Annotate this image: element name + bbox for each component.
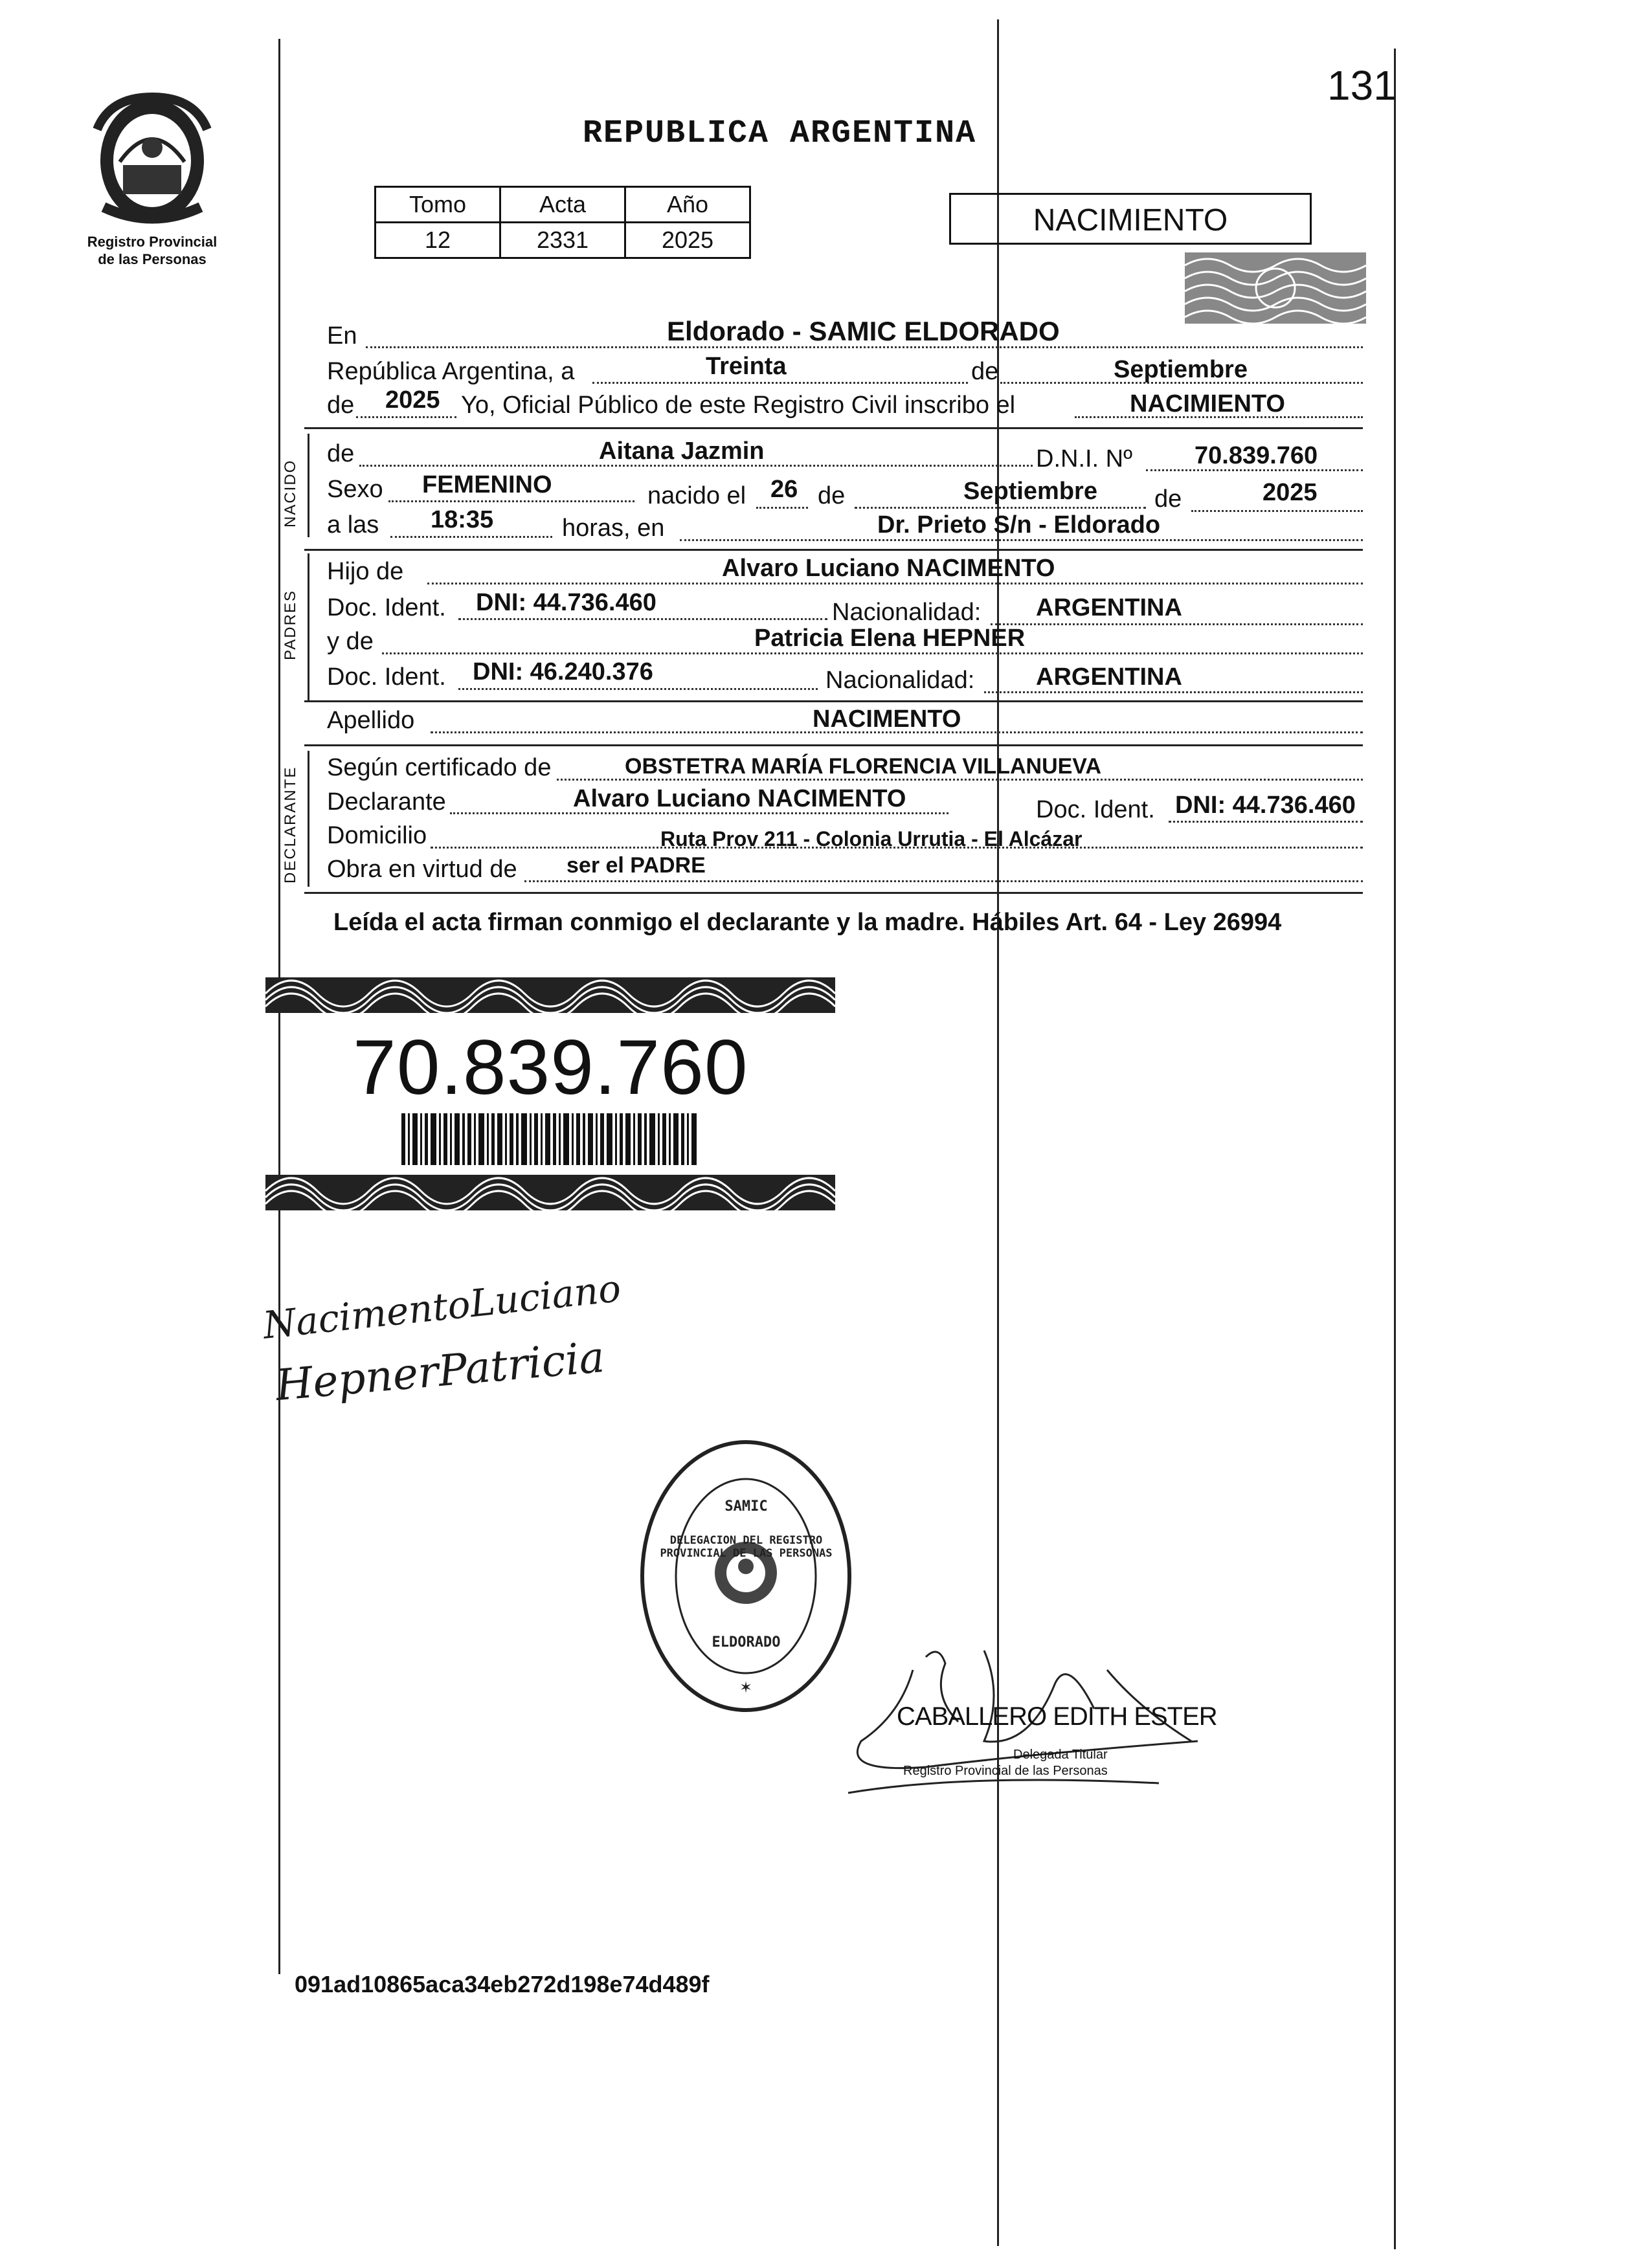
date-de2: de [327, 392, 355, 419]
svg-text:✶: ✶ [739, 1678, 753, 1696]
dotted-leader [680, 539, 1363, 541]
seal-inner-bottom-text: ELDORADO [712, 1634, 781, 1651]
date-year: 2025 [385, 386, 440, 414]
section-bar [308, 553, 309, 702]
hijo-de-label: Hijo de [327, 558, 404, 585]
mother-name: Patricia Elena HEPNER [754, 625, 1026, 652]
declarante-section-label: DECLARANTE [282, 766, 299, 884]
father-signature-text: NacimentoLuciano [260, 1266, 623, 1348]
date-de1: de [971, 358, 999, 385]
nacido-section-label: NACIDO [282, 459, 299, 528]
dotted-leader [390, 536, 552, 538]
obra-label: Obra en virtud de [327, 856, 517, 883]
birth-time: 18:35 [431, 506, 494, 533]
dotted-leader [756, 507, 808, 509]
dotted-leader [1169, 821, 1363, 823]
nacido-de1: de [818, 482, 846, 509]
birth-day: 26 [770, 476, 798, 503]
seal-inner-top-text: SAMIC [724, 1498, 768, 1515]
child-name: Aitana Jazmin [599, 438, 765, 465]
mother-signature [274, 1332, 607, 1410]
province-coat-of-arms-logo [84, 91, 220, 233]
dotted-leader [855, 507, 1146, 509]
top-guilloche-band [265, 977, 835, 1013]
domicilio-value: Ruta Prov 211 - Colonia Urrutia - El Alcázar [660, 827, 1083, 850]
certificado-value: OBSTETRA MARÍA FLORENCIA VILLANUEVA [625, 754, 1102, 779]
date-record-type: NACIMIENTO [1130, 390, 1285, 417]
logo-caption-line1: Registro Provincial [87, 234, 218, 250]
birth-place: Dr. Prieto S/n - Eldorado [877, 511, 1161, 539]
apellido-value: NACIMENTO [813, 706, 961, 733]
segun-label: Según certificado de [327, 754, 552, 781]
declarante-doc-label: Doc. Ident. [1036, 796, 1155, 823]
father-nat-label: Nacionalidad: [832, 599, 982, 626]
father-doc-label: Doc. Ident. [327, 594, 446, 621]
obra-value: ser el PADRE [567, 853, 706, 878]
section-bar [308, 751, 309, 887]
closing-statement: Leída el acta firman conmigo el declarante y la madre. Hábiles Art. 64 - Ley 26994 [333, 909, 1282, 936]
acta-label: Acta [500, 187, 625, 223]
seal-outer-text: DELEGACION DEL REGISTRO PROVINCIAL DE LAS PERSONAS [660, 1534, 833, 1560]
horas-label: horas, en [562, 515, 665, 542]
dni-label: D.N.I. Nº [1036, 445, 1132, 472]
birth-year: 2025 [1262, 479, 1318, 506]
place-value: Eldorado - SAMIC ELDORADO [667, 316, 1060, 346]
dotted-leader [592, 382, 968, 384]
bottom-guilloche-band [265, 1175, 835, 1210]
mother-doc-label: Doc. Ident. [327, 663, 446, 691]
date-day: Treinta [706, 353, 787, 380]
official-office: Registro Provincial de las Personas [903, 1764, 1108, 1778]
date-label: República Argentina, a [327, 358, 575, 385]
anio-value: 2025 [625, 223, 750, 258]
official-name: CABALLERO EDITH ESTER [897, 1702, 1217, 1731]
dotted-leader [458, 618, 827, 620]
nacido-de2: de [1154, 485, 1182, 513]
rule [304, 427, 1363, 429]
father-nationality: ARGENTINA [1036, 594, 1182, 621]
place-label: En [327, 322, 357, 350]
document-hash: 091ad10865aca34eb272d198e74d489f [295, 1971, 710, 1997]
declarante-label: Declarante [327, 788, 446, 816]
child-sexo: FEMENINO [422, 471, 552, 498]
date-month: Septiembre [1114, 356, 1248, 383]
acta-value: 2331 [500, 223, 625, 258]
dni-barcode [401, 1113, 699, 1165]
right-margin-line [1394, 49, 1396, 2249]
tomo-label: Tomo [376, 187, 500, 223]
dotted-leader [388, 500, 634, 502]
rule [304, 744, 1363, 746]
apellido-label: Apellido [327, 707, 415, 734]
rule [304, 549, 1363, 551]
security-guilloche-pattern [1185, 252, 1366, 324]
tomo-value: 12 [376, 223, 500, 258]
time-label: a las [327, 511, 379, 539]
padres-section-label: PADRES [282, 590, 299, 660]
nacido-de-label: de [327, 440, 355, 467]
record-type-box: NACIMIENTO [949, 193, 1312, 245]
dotted-leader [524, 880, 1363, 882]
child-dni: 70.839.760 [1195, 442, 1318, 469]
y-de-label: y de [327, 628, 374, 655]
anio-label: Año [625, 187, 750, 223]
nacido-el-label: nacido el [647, 482, 746, 509]
dotted-leader [1191, 510, 1363, 512]
sexo-label: Sexo [327, 476, 383, 503]
mother-doc: DNI: 46.240.376 [473, 658, 653, 685]
domicilio-label: Domicilio [327, 822, 427, 849]
mother-signature-text: HepnerPatricia [273, 1331, 607, 1411]
date-text: Yo, Oficial Público de este Registro Civil inscribo el [461, 392, 1016, 419]
page-number: 131 [1327, 62, 1397, 109]
dni-large-number: 70.839.760 [353, 1024, 748, 1111]
country-title: REPUBLICA ARGENTINA [583, 115, 977, 152]
dotted-leader [382, 652, 1363, 654]
birth-month: Septiembre [963, 478, 1097, 505]
father-doc: DNI: 44.736.460 [476, 589, 656, 616]
dotted-leader [984, 691, 1363, 693]
father-name: Alvaro Luciano NACIMENTO [722, 555, 1055, 582]
logo-caption [68, 233, 236, 268]
dotted-leader [427, 583, 1363, 584]
mother-nationality: ARGENTINA [1036, 663, 1182, 691]
rule [304, 700, 1363, 702]
dotted-leader [458, 688, 818, 690]
declarante-name: Alvaro Luciano NACIMENTO [573, 785, 906, 812]
dotted-leader [991, 623, 1363, 625]
tomo-acta-anio-table [374, 186, 751, 259]
registry-oval-seal [638, 1437, 855, 1715]
declarante-doc: DNI: 44.736.460 [1175, 792, 1356, 819]
logo-caption-line2: de las Personas [98, 251, 207, 267]
fold-line [997, 19, 999, 2246]
official-title: Delegada Titular [1013, 1748, 1108, 1762]
section-bar [308, 434, 309, 537]
dotted-leader [356, 416, 456, 418]
rule [304, 892, 1363, 894]
mother-nat-label: Nacionalidad: [825, 667, 975, 694]
